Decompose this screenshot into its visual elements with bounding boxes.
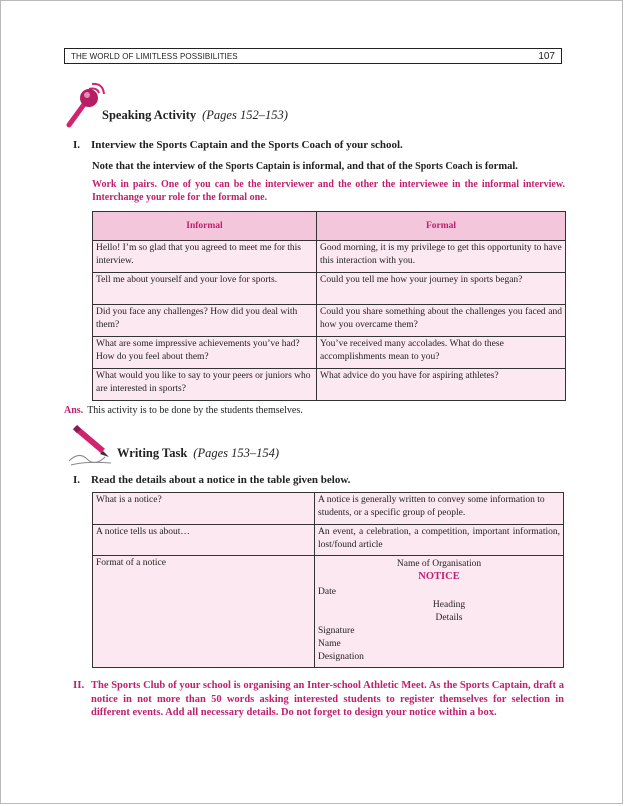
- speaking-activity-title: Speaking Activity: [102, 108, 197, 122]
- table-cell: Tell me about yourself and your love for sports.: [93, 273, 317, 305]
- page-number: 107: [538, 50, 555, 62]
- note-part: is formal.: [472, 161, 518, 172]
- answer-label: Ans.: [64, 405, 84, 416]
- microphone-icon: [61, 81, 111, 131]
- question-number: I.: [73, 139, 81, 151]
- table-row: [93, 369, 566, 401]
- writing-task-heading: [117, 446, 279, 461]
- format-org: Name of Organisation: [396, 559, 482, 569]
- question-number: I.: [73, 474, 81, 486]
- table-cell: What would you like to say to your peers or juniors who are interested in sports?: [93, 369, 317, 401]
- table-cell: A notice tells us about…: [93, 525, 315, 556]
- note-part: Sports Coach: [415, 161, 473, 172]
- table-cell: Could you share something about the challenges you faced and how you overcame them?: [317, 305, 566, 337]
- column-header-formal: Formal: [317, 212, 566, 241]
- notice-format-cell: [315, 556, 564, 668]
- interview-table: [92, 211, 566, 401]
- speaking-activity-pages: (Pages 152–153): [202, 108, 288, 122]
- column-header-informal: Informal: [93, 212, 317, 241]
- writing-question-2: [73, 679, 568, 720]
- table-cell: Did you face any challenges? How did you deal with them?: [93, 305, 317, 337]
- format-signature: Signature: [318, 626, 355, 636]
- format-heading: Heading: [432, 600, 466, 610]
- table-cell: You’ve received many accolades. What do these accomplishments mean to you?: [317, 337, 566, 369]
- table-cell: An event, a celebration, a competition, important information, lost/found article: [315, 525, 564, 556]
- table-row: [93, 305, 566, 337]
- pair-work-instruction: Work in pairs. One of you can be the interviewer and the other the interviewee in the informal interview. Interchange your role for the formal one.: [92, 179, 565, 203]
- question-text: Interview the Sports Captain and the Sports Coach of your school.: [91, 139, 403, 151]
- table-row: [93, 525, 564, 556]
- table-cell: What advice do you have for aspiring athletes?: [317, 369, 566, 401]
- speaking-note: [92, 161, 567, 172]
- table-row: [93, 337, 566, 369]
- note-part: is informal, and that of the: [290, 161, 416, 172]
- format-details: Details: [435, 613, 463, 623]
- notice-details-table: [92, 492, 564, 668]
- note-part: Sports Captain: [225, 161, 291, 172]
- writing-task-title: Writing Task: [117, 446, 188, 460]
- table-cell: A notice is generally written to convey some information to students, or a specific group of people.: [315, 493, 564, 525]
- table-cell: What are some impressive achievements you’ve had? How do you feel about them?: [93, 337, 317, 369]
- format-notice: NOTICE: [418, 571, 460, 582]
- question-text: The Sports Club of your school is organising an Inter-school Athletic Meet. As the Sports Captain, draft a notice in not more than 50 words asking interested students to register themselves for selection in different events. Add all necessary details. Do not forget to design your notice within a box.: [91, 680, 564, 718]
- format-name: Name: [318, 639, 341, 649]
- running-header: [64, 48, 562, 64]
- table-row: [93, 273, 566, 305]
- table-cell: What is a notice?: [93, 493, 315, 525]
- answer-text: This activity is to be done by the students themselves.: [87, 405, 303, 416]
- answer-line: [64, 405, 303, 416]
- speaking-activity-heading: [102, 108, 288, 123]
- table-row: [93, 241, 566, 273]
- question-number: II.: [73, 679, 85, 691]
- table-cell: Could you tell me how your journey in sports began?: [317, 273, 566, 305]
- format-date: Date: [318, 587, 336, 597]
- table-row: [93, 556, 564, 668]
- table-row: [93, 493, 564, 525]
- table-cell: Good morning, it is my privilege to get this opportunity to have this interaction with you.: [317, 241, 566, 273]
- writing-task-pages: (Pages 153–154): [193, 446, 280, 460]
- note-part: Note that the interview of the: [92, 161, 226, 172]
- table-cell: Hello! I’m so glad that you agreed to meet me for this interview.: [93, 241, 317, 273]
- writing-question-1: [73, 474, 568, 486]
- running-header-title: THE WORLD OF LIMITLESS POSSIBILITIES: [71, 51, 238, 61]
- format-designation: Designation: [318, 652, 364, 662]
- question-text: Read the details about a notice in the table given below.: [91, 474, 351, 486]
- table-header-row: [93, 212, 566, 241]
- table-cell: Format of a notice: [93, 556, 315, 668]
- pen-writing-icon: [65, 421, 117, 469]
- speaking-question-1: [73, 139, 568, 151]
